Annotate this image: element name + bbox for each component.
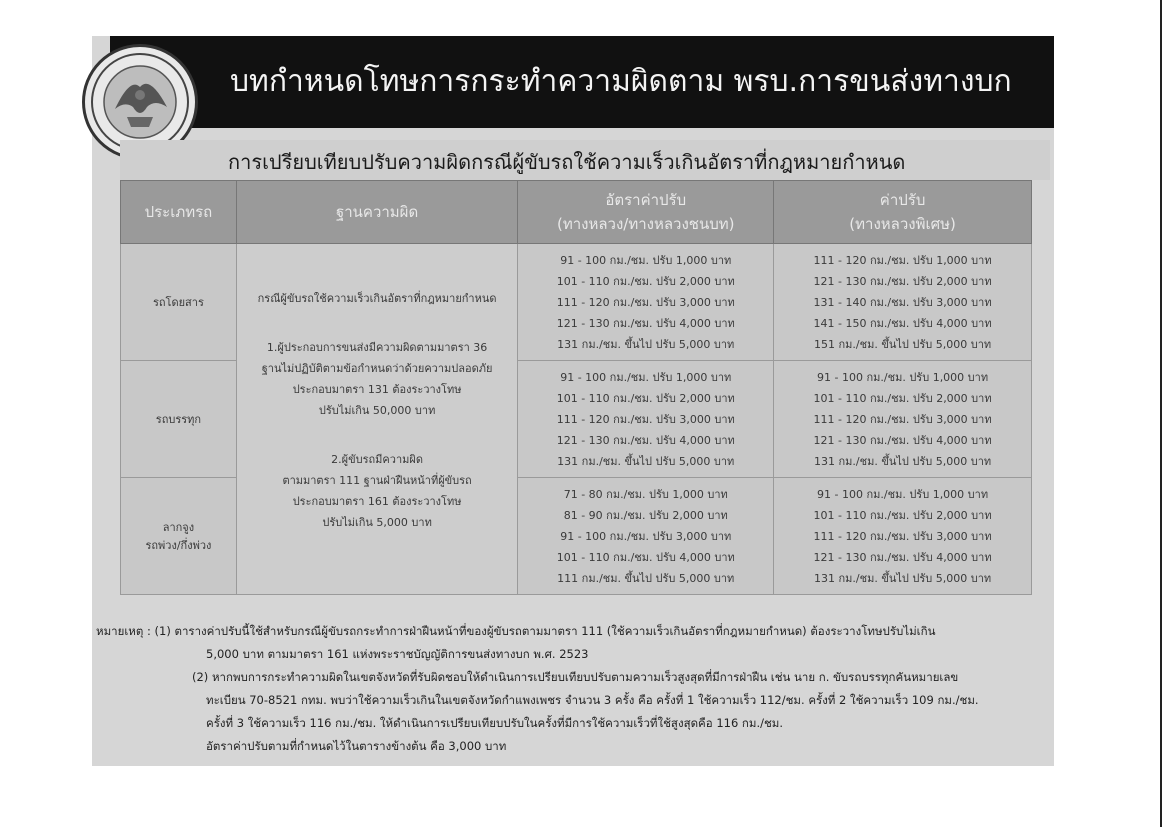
offense-p2-line1: 1.ผู้ประกอบการขนส่งมีความผิดตามมาตรา 36: [266, 341, 488, 354]
special-rate-item: 121 - 130 กม./ชม. ปรับ 2,000 บาท: [813, 274, 992, 288]
special-rate-item: 121 - 130 กม./ชม. ปรับ 4,000 บาท: [813, 433, 992, 447]
notes-section: [96, 620, 1046, 758]
offense-p3-line2: ตามมาตรา 111 ฐานฝ่าฝืนหน้าที่ผู้ขับรถ: [282, 474, 472, 487]
special-rate-item: 131 กม./ชม. ขึ้นไป ปรับ 5,000 บาท: [814, 571, 992, 585]
special-rate-item: 101 - 110 กม./ชม. ปรับ 2,000 บาท: [813, 391, 992, 405]
note-2-line3: ครั้งที่ 3 ใช้ความเร็ว 116 กม./ชม. ให้ดำเนินการเปรียบเทียบปรับในครั้งที่มีการใช้ความเร็วที่ใช้สูงสุดคือ 116 กม./ชม.: [206, 716, 784, 730]
offense-p2-line2: ฐานไม่ปฏิบัติตามข้อกำหนดว่าด้วยความปลอดภัย: [261, 362, 493, 375]
special-rate-cell: [774, 361, 1032, 478]
col-header-rate-line1: อัตราค่าปรับ: [605, 191, 687, 209]
rate-item: 131 กม./ชม. ขึ้นไป ปรับ 5,000 บาท: [557, 454, 735, 468]
rate-item: 121 - 130 กม./ชม. ปรับ 4,000 บาท: [556, 433, 735, 447]
special-rate-item: 131 - 140 กม./ชม. ปรับ 3,000 บาท: [813, 295, 992, 309]
note-1-line1: [96, 620, 1046, 643]
offense-p2-line4: ปรับไม่เกิน 50,000 บาท: [318, 404, 436, 417]
special-rate-item: 111 - 120 กม./ชม. ปรับ 3,000 บาท: [813, 529, 992, 543]
table-row: [121, 244, 1032, 361]
rate-item: 111 กม./ชม. ขึ้นไป ปรับ 5,000 บาท: [557, 571, 735, 585]
note-1-line2: 5,000 บาท ตามมาตรา 161 แห่งพระราชบัญญัติการขนส่งทางบก พ.ศ. 2523: [206, 647, 589, 661]
rate-cell: [518, 244, 774, 361]
offense-paragraph-1: กรณีผู้ขับรถใช้ความเร็วเกินอัตราที่กฎหมายกำหนด: [257, 292, 497, 305]
rate-cell: [518, 478, 774, 595]
col-header-offense: ฐานความผิด: [236, 181, 517, 244]
special-rate-item: 91 - 100 กม./ชม. ปรับ 1,000 บาท: [817, 370, 989, 384]
special-rate-item: 91 - 100 กม./ชม. ปรับ 1,000 บาท: [817, 487, 989, 501]
offense-p2-line3: ประกอบมาตรา 131 ต้องระวางโทษ: [292, 383, 462, 396]
special-rate-item: 141 - 150 กม./ชม. ปรับ 4,000 บาท: [813, 316, 992, 330]
special-rate-item: 111 - 120 กม./ชม. ปรับ 1,000 บาท: [813, 253, 992, 267]
col-header-rate-line2: (ทางหลวง/ทางหลวงชนบท): [556, 215, 735, 233]
vehicle-type-label: ลากจูง: [162, 521, 195, 534]
vehicle-type-label: รถบรรทุก: [155, 413, 202, 426]
col-header-special-line2: (ทางหลวงพิเศษ): [849, 215, 956, 233]
table-subtitle: การเปรียบเทียบปรับความผิดกรณีผู้ขับรถใช้ความเร็วเกินอัตราที่กฎหมายกำหนด: [228, 150, 906, 174]
col-header-special-line1: ค่าปรับ: [879, 191, 926, 209]
offense-p3-line4: ปรับไม่เกิน 5,000 บาท: [322, 516, 432, 529]
rate-item: 101 - 110 กม./ชม. ปรับ 4,000 บาท: [556, 550, 735, 564]
vehicle-type-cell: [121, 244, 237, 361]
note-2-line2: ทะเบียน 70-8521 กทม. พบว่าใช้ความเร็วเกินในเขตจังหวัดกำแพงเพชร จำนวน 3 ครั้ง คือ ครั้งที่ 1 ใช้ความเร็ว 112/ชม. ครั้งที่ 2 ใช้ความเร็ว 109 กม./ชม.: [206, 693, 979, 707]
rate-item: 111 - 120 กม./ชม. ปรับ 3,000 บาท: [556, 295, 735, 309]
rate-item: 101 - 110 กม./ชม. ปรับ 2,000 บาท: [556, 274, 735, 288]
offense-description-cell: [236, 244, 517, 595]
special-rate-item: 131 กม./ชม. ขึ้นไป ปรับ 5,000 บาท: [814, 454, 992, 468]
rate-cell: [518, 361, 774, 478]
special-rate-item: 111 - 120 กม./ชม. ปรับ 3,000 บาท: [813, 412, 992, 426]
offense-p3-line1: 2.ผู้ขับรถมีความผิด: [331, 453, 423, 466]
rate-item: 111 - 120 กม./ชม. ปรับ 3,000 บาท: [556, 412, 735, 426]
special-rate-cell: [774, 244, 1032, 361]
note-1-text: ตารางค่าปรับนี้ใช้สำหรับกรณีผู้ขับรถกระทำการฝ่าฝืนหน้าที่ของผู้ขับรถตามมาตรา 111 (ใช้ความเร็วเกินอัตราที่กฎหมายกำหนด) ต้องระวางโทษปรับไม่เกิน: [174, 624, 936, 638]
note-2-number: (2): [192, 670, 209, 684]
rate-item: 101 - 110 กม./ชม. ปรับ 2,000 บาท: [556, 391, 735, 405]
special-rate-item: 101 - 110 กม./ชม. ปรับ 2,000 บาท: [813, 508, 992, 522]
offense-p3-line3: ประกอบมาตรา 161 ต้องระวางโทษ: [292, 495, 462, 508]
vehicle-type-label: รถโดยสาร: [152, 296, 204, 309]
special-rate-cell: [774, 478, 1032, 595]
scan-edge-line: [1160, 0, 1162, 827]
rate-item: 71 - 80 กม./ชม. ปรับ 1,000 บาท: [563, 487, 728, 501]
note-1-number: (1): [154, 624, 171, 638]
title-bar: [110, 36, 1054, 128]
special-rate-item: 151 กม./ชม. ขึ้นไป ปรับ 5,000 บาท: [814, 337, 992, 351]
vehicle-type-cell: [121, 478, 237, 595]
note-2-line4: อัตราค่าปรับตามที่กำหนดไว้ในตารางข้างต้น คือ 3,000 บาท: [206, 739, 507, 753]
col-header-special: [774, 181, 1032, 244]
page-title: บทกำหนดโทษการกระทำความผิดตาม พรบ.การขนส่งทางบก: [230, 64, 1012, 99]
rate-item: 91 - 100 กม./ชม. ปรับ 1,000 บาท: [560, 253, 732, 267]
rate-item: 121 - 130 กม./ชม. ปรับ 4,000 บาท: [556, 316, 735, 330]
rate-item: 91 - 100 กม./ชม. ปรับ 1,000 บาท: [560, 370, 732, 384]
rate-item: 91 - 100 กม./ชม. ปรับ 3,000 บาท: [560, 529, 732, 543]
rate-item: 81 - 90 กม./ชม. ปรับ 2,000 บาท: [563, 508, 728, 522]
notes-label: หมายเหตุ :: [96, 624, 151, 638]
col-header-rate: [518, 181, 774, 244]
table-header-row: [121, 181, 1032, 244]
vehicle-type-cell: [121, 361, 237, 478]
rate-item: 131 กม./ชม. ขึ้นไป ปรับ 5,000 บาท: [557, 337, 735, 351]
penalty-table: [120, 180, 1032, 595]
vehicle-type-label: รถพ่วง/กึ่งพ่วง: [145, 539, 212, 552]
note-2-line1: [96, 666, 1046, 689]
special-rate-item: 121 - 130 กม./ชม. ปรับ 4,000 บาท: [813, 550, 992, 564]
col-header-type: ประเภทรถ: [121, 181, 237, 244]
note-2-text: หากพบการกระทำความผิดในเขตจังหวัดที่รับผิดชอบให้ดำเนินการเปรียบเทียบปรับตามความเร็วสูงสุดที่มีการฝ่าฝืน เช่น นาย ก. ขับรถบรรทุกคันหมายเลข: [211, 670, 959, 684]
table-subtitle-bar: [120, 140, 1050, 180]
